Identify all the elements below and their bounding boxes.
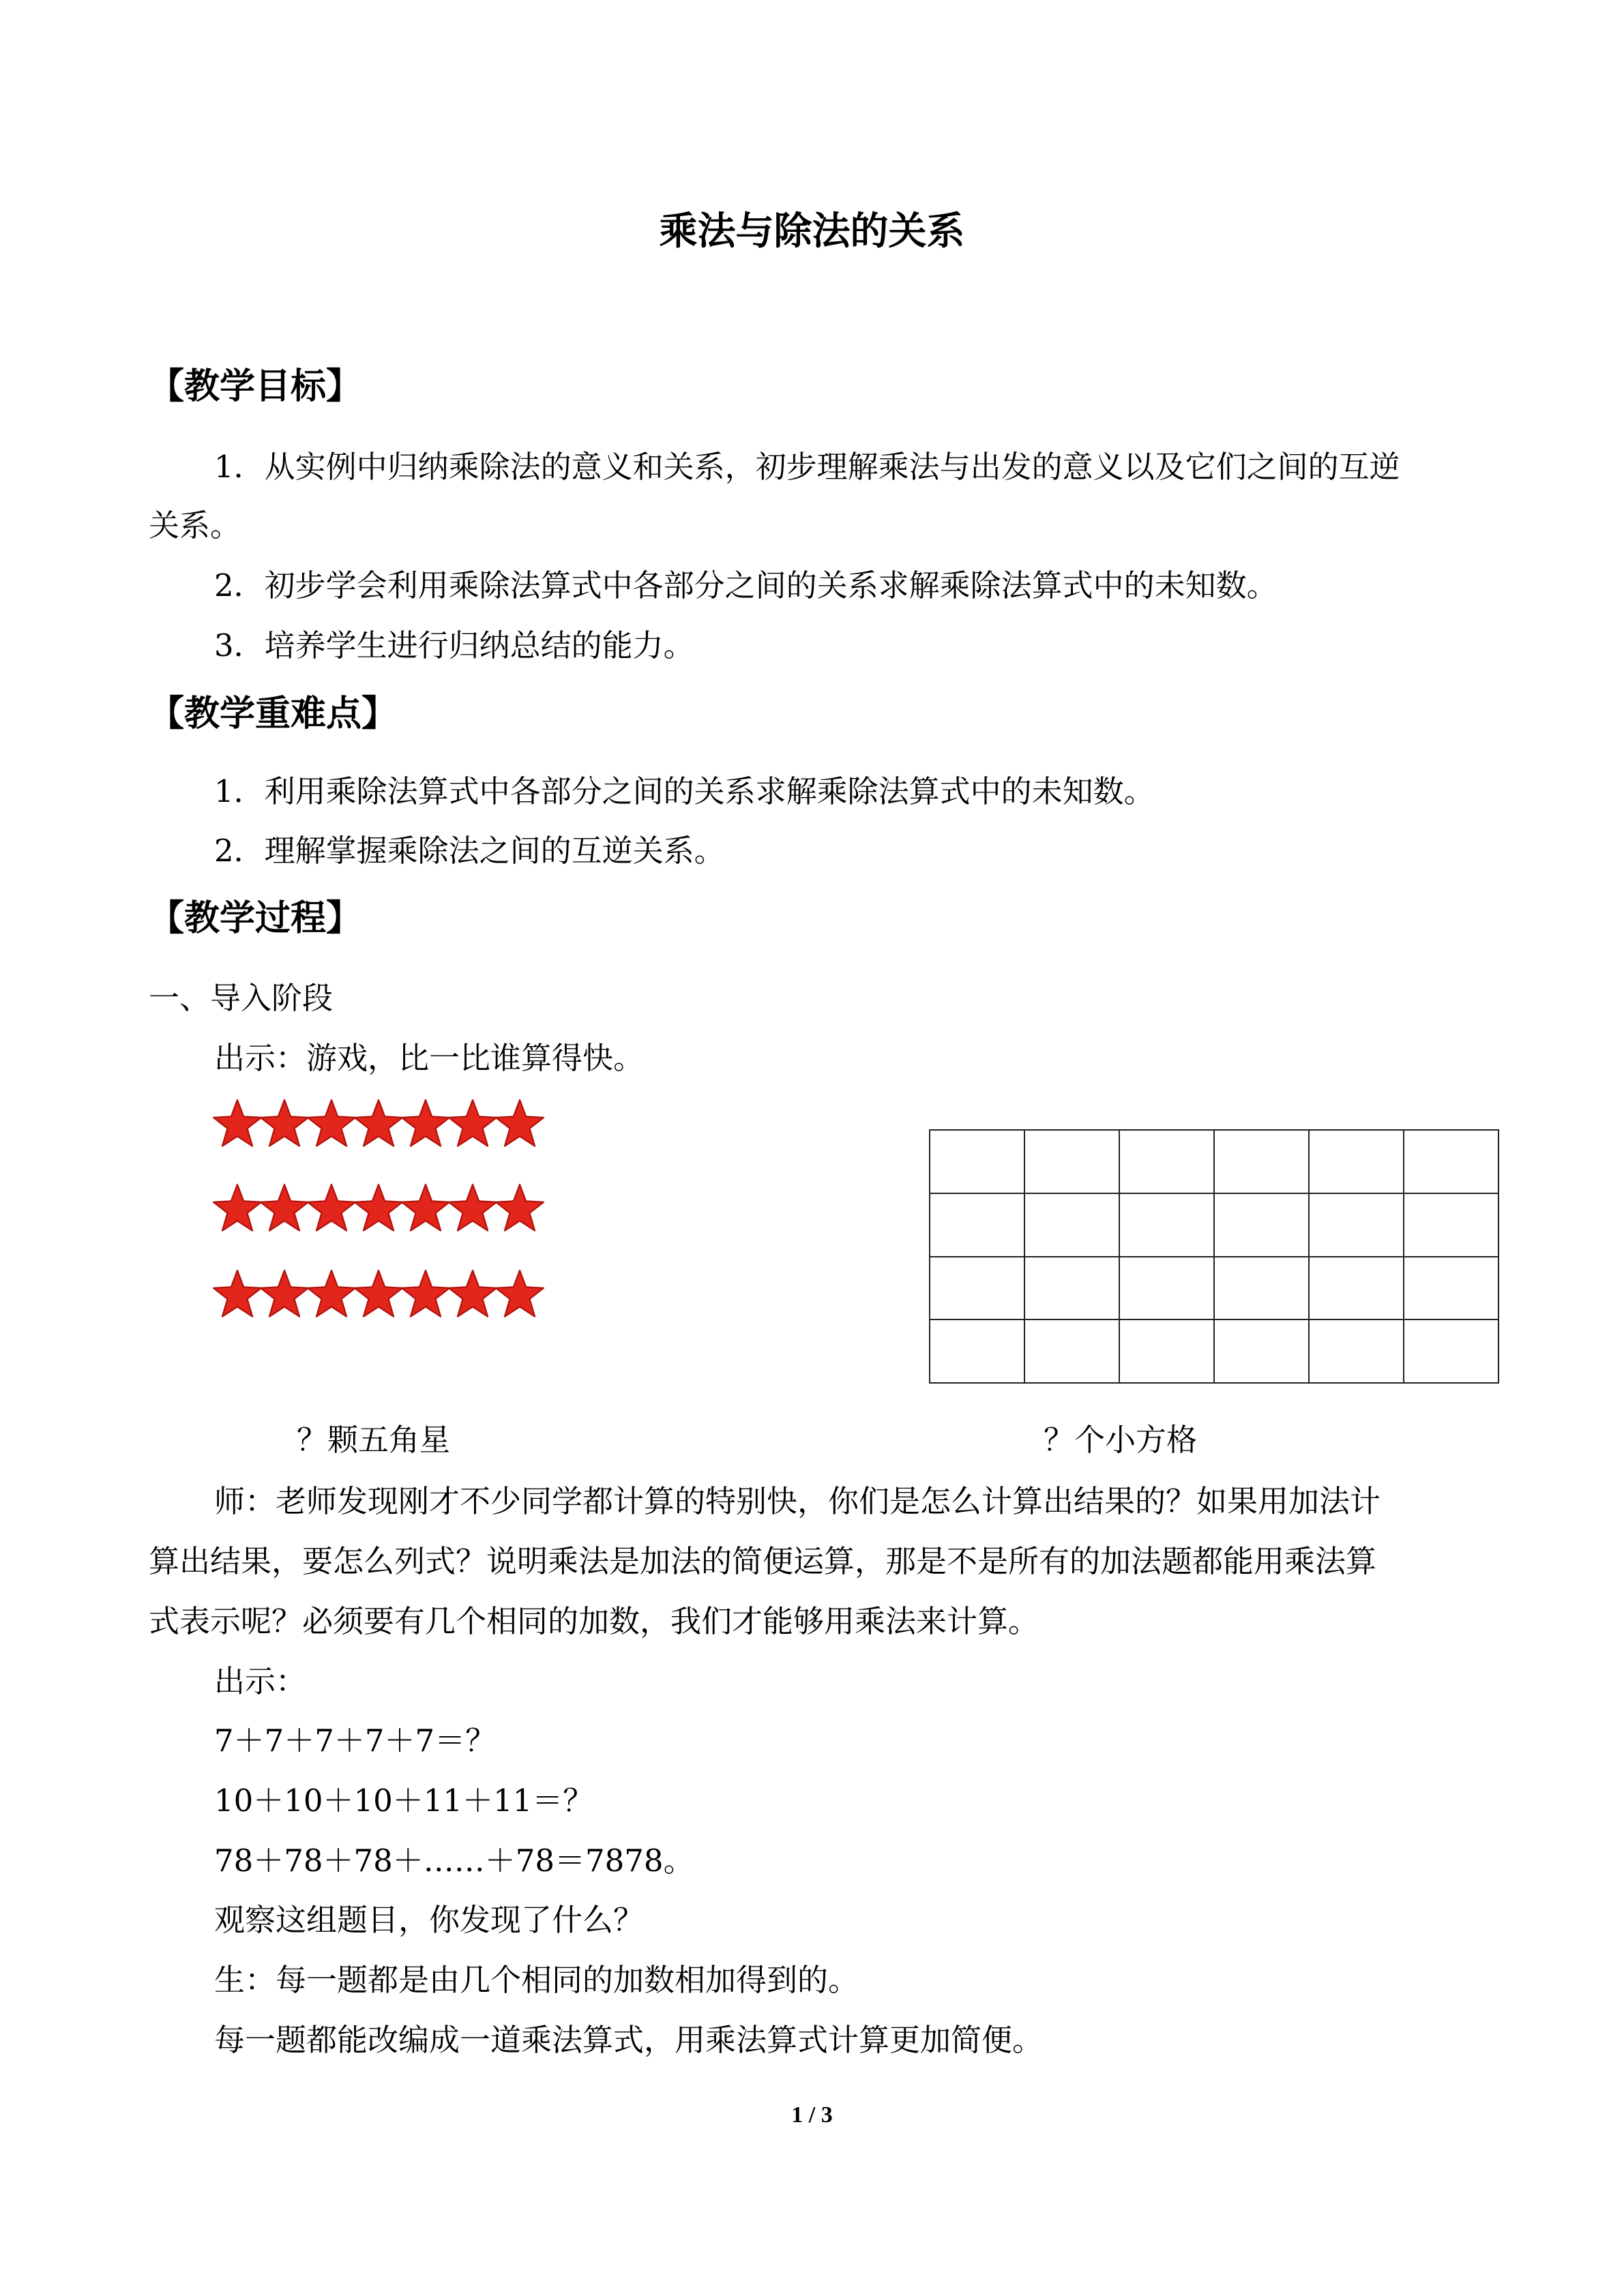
equation-2: 10＋10＋10＋11＋11＝？	[214, 1783, 594, 1819]
grid-cell	[1119, 1320, 1214, 1383]
star-icon	[494, 1182, 546, 1234]
star-icon	[306, 1182, 357, 1234]
section-heading-goals: 【教学目标】	[149, 366, 362, 407]
grid-cell	[1024, 1320, 1119, 1383]
show-game-line: 出示：游戏，比一比谁算得快。	[214, 1040, 645, 1076]
equation-3: 78＋78＋78＋……＋78＝7878。	[214, 1843, 694, 1879]
grid-caption: ？个小方格	[1044, 1422, 1198, 1458]
grid-cell	[1309, 1193, 1404, 1257]
grid-cell	[1404, 1320, 1498, 1383]
observe-question: 观察这组题目，你发现了什么？	[214, 1902, 645, 1938]
grid-cell	[1214, 1193, 1309, 1257]
star-icon	[259, 1268, 310, 1320]
section-heading-process: 【教学过程】	[149, 898, 362, 939]
star-row-1	[211, 1098, 546, 1150]
star-array-figure	[211, 1098, 546, 1323]
star-icon	[353, 1182, 404, 1234]
grid-cell	[1119, 1257, 1214, 1320]
goal-item-1-continued: 关系。	[149, 507, 241, 543]
star-icon	[494, 1268, 546, 1320]
grid-cell	[1309, 1320, 1404, 1383]
conclusion-line: 每一题都能改编成一道乘法算式，用乘法算式计算更加简便。	[214, 2022, 1044, 2058]
grid-cell	[1309, 1257, 1404, 1320]
star-icon	[211, 1098, 263, 1150]
grid-cell	[930, 1320, 1024, 1383]
goal-item-1: 1．从实例中归纳乘除法的意义和关系，初步理解乘法与出发的意义以及它们之间的互逆	[214, 449, 1400, 485]
grid-cell	[1024, 1257, 1119, 1320]
star-icon	[211, 1268, 263, 1320]
stars-caption: ？颗五角星	[297, 1422, 451, 1458]
teacher-line-3: 式表示呢？必须要有几个相同的加数，我们才能够用乘法来计算。	[149, 1603, 1039, 1639]
star-icon	[306, 1268, 357, 1320]
grid-cell	[1119, 1130, 1214, 1193]
grid-cell	[1404, 1257, 1498, 1320]
star-icon	[494, 1098, 546, 1150]
show-label: 出示：	[214, 1663, 307, 1699]
star-row-3	[211, 1268, 546, 1320]
grid-row	[930, 1257, 1498, 1320]
star-icon	[447, 1098, 499, 1150]
key-point-1: 1．利用乘除法算式中各部分之间的关系求解乘除法算式中的未知数。	[214, 773, 1155, 809]
teacher-line-1: 师：老师发现刚才不少同学都计算的特别快，你们是怎么计算出结果的？如果用加法计	[214, 1483, 1381, 1519]
star-icon	[400, 1268, 452, 1320]
equation-1: 7＋7＋7＋7＋7＝？	[214, 1723, 497, 1759]
star-icon	[259, 1182, 310, 1234]
star-icon	[306, 1098, 357, 1150]
star-icon	[447, 1268, 499, 1320]
page-title: 乘法与除法的关系	[659, 209, 965, 254]
grid-cell	[1214, 1320, 1309, 1383]
grid-cell	[1404, 1130, 1498, 1193]
goal-item-2: 2．初步学会利用乘除法算式中各部分之间的关系求解乘除法算式中的未知数。	[214, 567, 1278, 603]
grid-row	[930, 1320, 1498, 1383]
grid-cell	[930, 1257, 1024, 1320]
grid-cell	[930, 1193, 1024, 1257]
grid-cell	[930, 1130, 1024, 1193]
stage-heading: 一、导入阶段	[149, 980, 334, 1016]
grid-row	[930, 1193, 1498, 1257]
star-row-2	[211, 1182, 546, 1234]
square-grid-figure	[929, 1129, 1499, 1384]
grid-cell	[1214, 1257, 1309, 1320]
star-icon	[447, 1182, 499, 1234]
star-icon	[353, 1268, 404, 1320]
student-answer: 生：每一题都是由几个相同的加数相加得到的。	[214, 1962, 859, 1998]
section-heading-key-points: 【教学重难点】	[149, 694, 398, 734]
star-icon	[259, 1098, 310, 1150]
star-icon	[400, 1098, 452, 1150]
grid-cell	[1024, 1130, 1119, 1193]
grid-cell	[1119, 1193, 1214, 1257]
grid-cell	[1024, 1193, 1119, 1257]
grid-cell	[1309, 1130, 1404, 1193]
grid-row	[930, 1130, 1498, 1193]
page-number: 1 / 3	[791, 2102, 833, 2128]
teacher-line-2: 算出结果，要怎么列式？说明乘法是加法的简便运算，那是不是所有的加法题都能用乘法算	[149, 1543, 1377, 1579]
star-icon	[353, 1098, 404, 1150]
star-icon	[400, 1182, 452, 1234]
grid-cell	[1214, 1130, 1309, 1193]
grid-cell	[1404, 1193, 1498, 1257]
goal-item-3: 3．培养学生进行归纳总结的能力。	[214, 627, 694, 664]
key-point-2: 2．理解掌握乘除法之间的互逆关系。	[214, 833, 725, 869]
star-icon	[211, 1182, 263, 1234]
